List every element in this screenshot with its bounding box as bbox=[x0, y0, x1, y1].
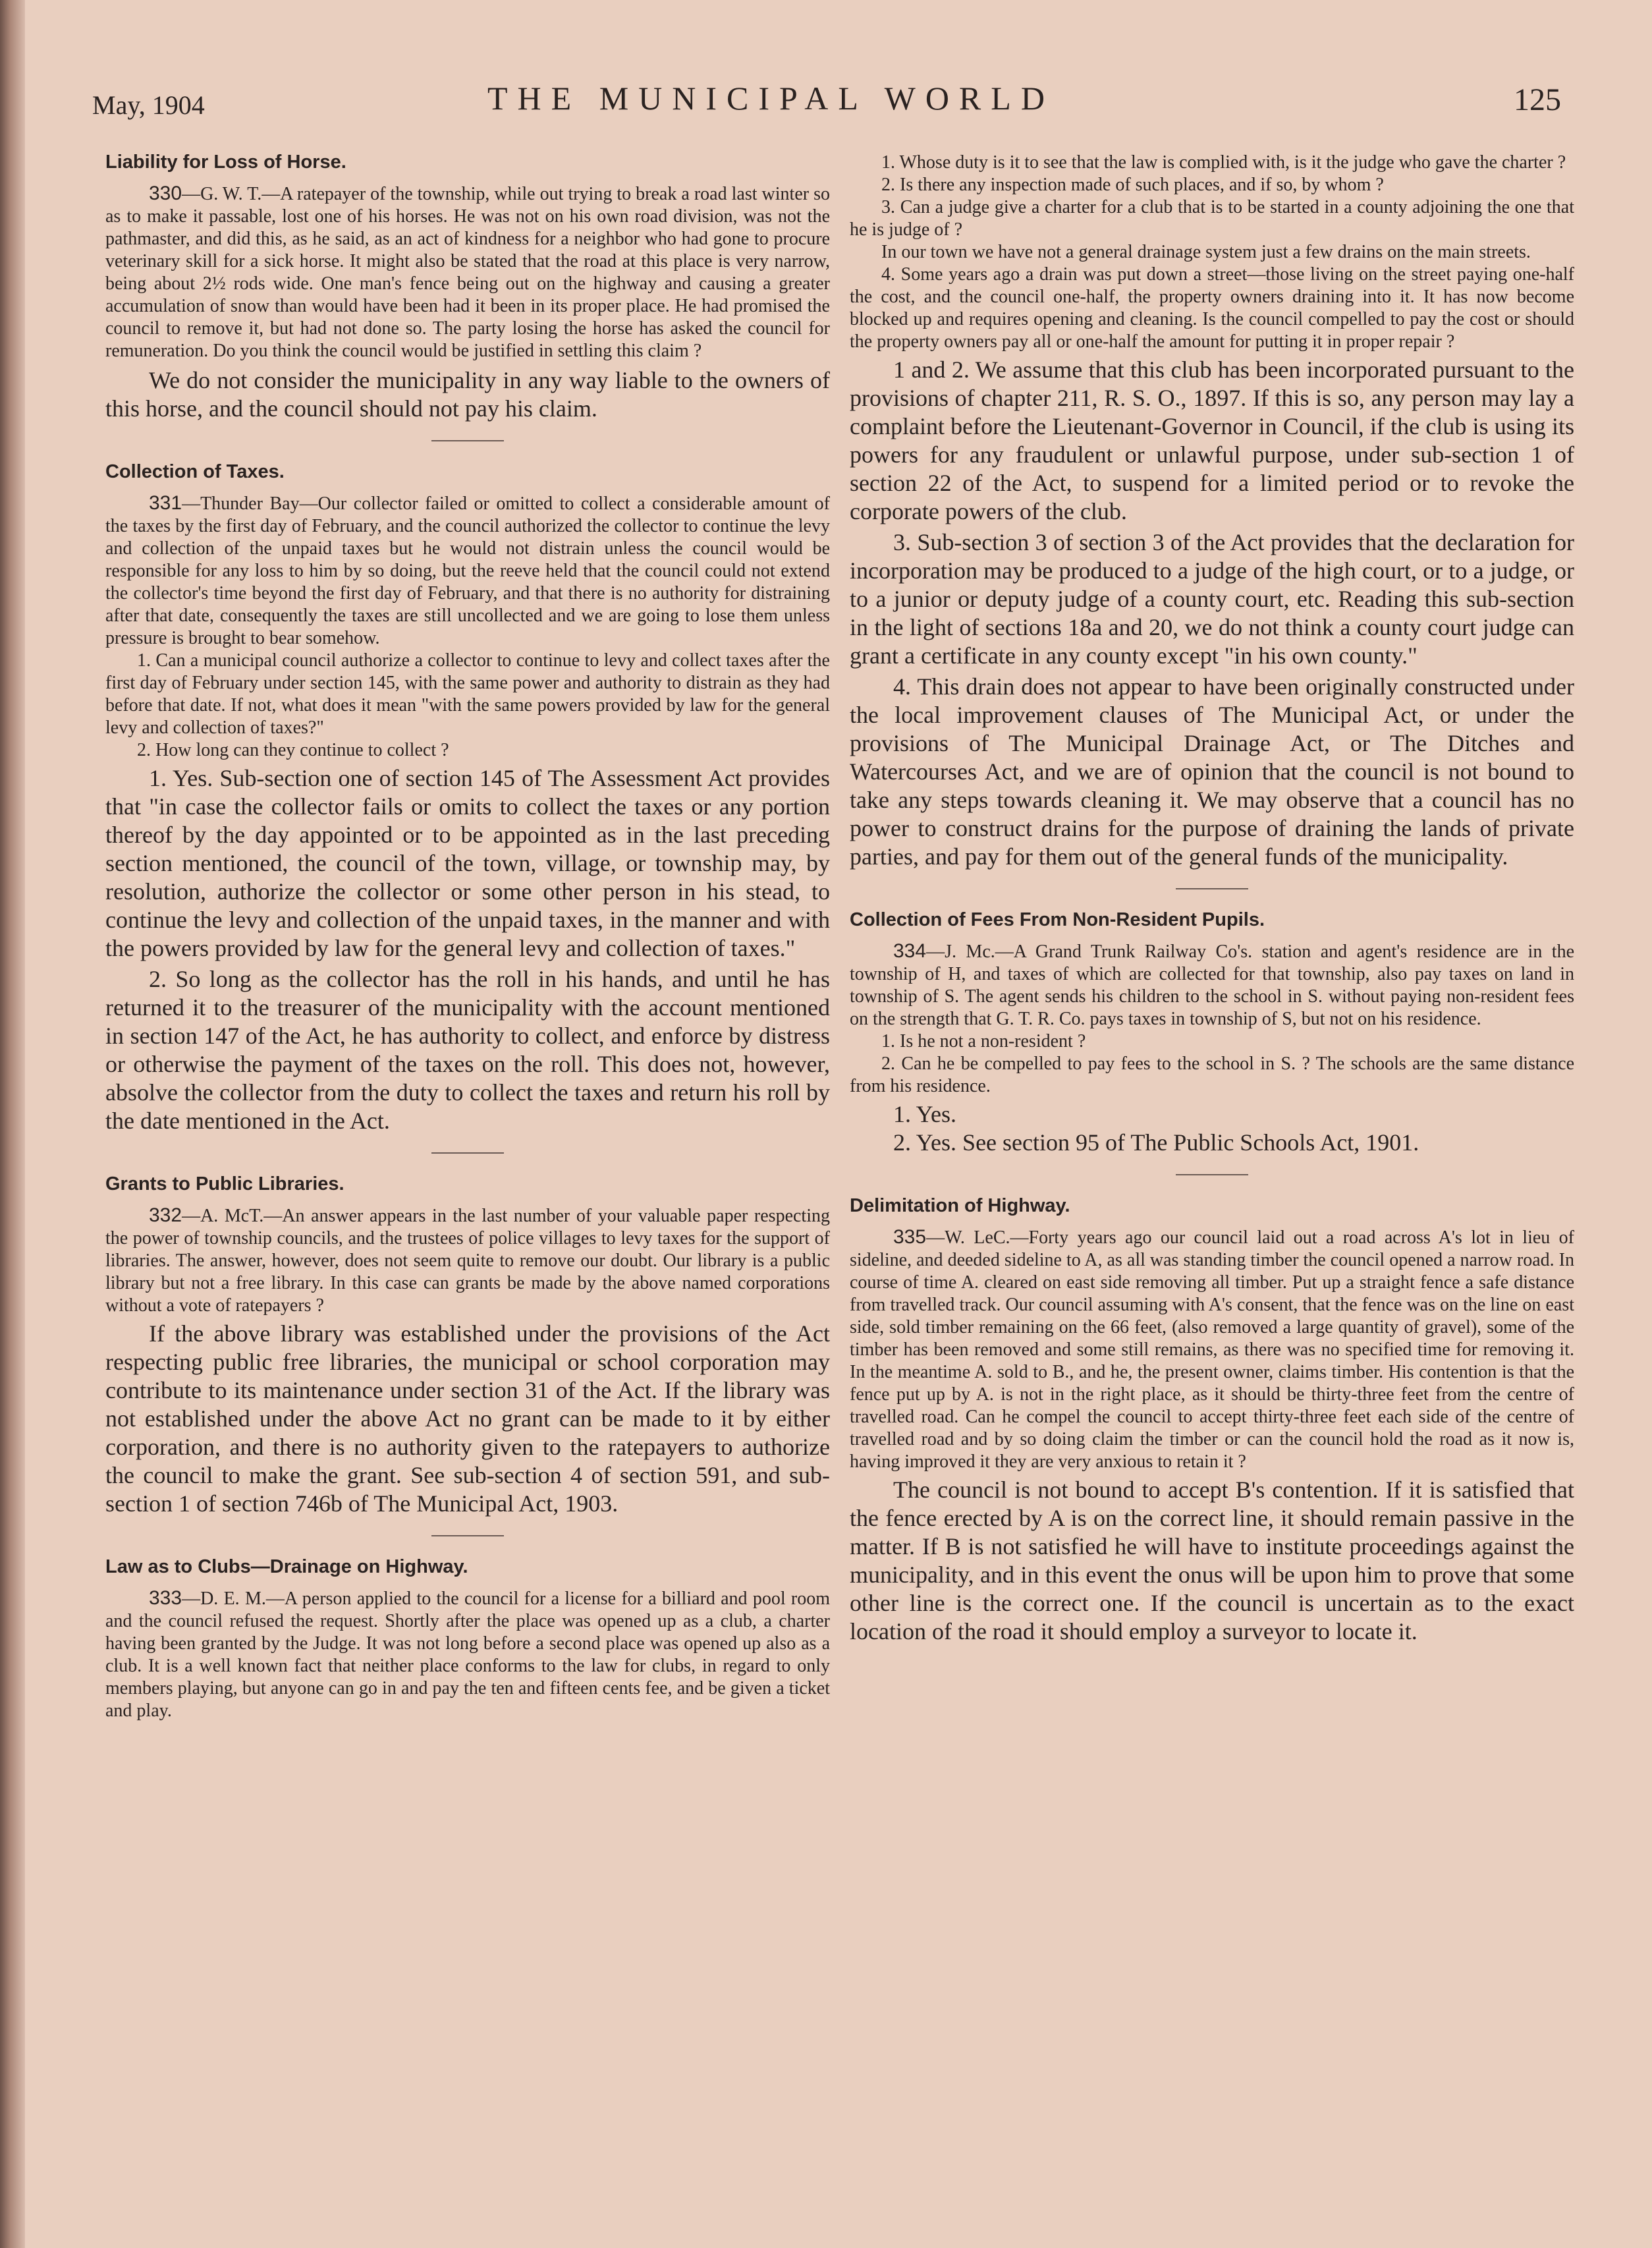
section-heading: Grants to Public Libraries. bbox=[105, 1173, 344, 1194]
section-heading: Law as to Clubs—Drainage on Highway. bbox=[105, 1556, 468, 1577]
question-body: —G. W. T.—A ratepayer of the township, while out trying to break a road last winter so as to make it passable, lost one of his horses. He was not on his own road division, was not the pathmaster, and did this, as he said, as an act of kindness for a neighbor who had gone to procure veterinary skill for a sick horse. It might also be stated that the road at this place is very narrow, being about 2½ rods wide. One man's fence being out on the highway and causing a greater accumulation of snow than would have been had it been in its proper place. He had promised the council to remove it, but had not done so. The party losing the horse has asked the council for remuneration. Do you think the council would be justified in settling this claim ? bbox=[105, 184, 830, 361]
sub-question: 2. Can he be compelled to pay fees to the school in S. ? The schools are the same distance from his residence. bbox=[850, 1054, 1574, 1096]
section-divider bbox=[1176, 888, 1248, 889]
question-body: —W. LeC.—Forty years ago our council laid out a road across A's lot in lieu of sideline, and deeded sideline to A, as all was standing timber the council opened a narrow road. In course of time A. cleared on east side removing all timber. Put up a straight fence a safe distance from travelled track. Our council assuming with A's consent, that the fence was on the line on east side, sold timber remaining on the 66 feet, (also removed a large quantity of gravel), some of the timber has been removed and some still remains, as there was no specified time for removing it. In the meantime A. sold to B., and he, the present owner, claims timber. His contention is that the fence put up by A. is not in the right place, as it should be thirty-three feet from the centre of travelled road. Can he compel the council to accept thirty-three feet each side of the centre of travelled road and by so doing claim the timber or can the council hold the road as it now is, having improved it they are very anxious to retain it ? bbox=[850, 1227, 1574, 1472]
section-divider bbox=[431, 1152, 504, 1154]
sub-question: 2. How long can they continue to collect ? bbox=[137, 740, 449, 760]
sub-question: In our town we have not a general drainage system just a few drains on the main streets. bbox=[881, 242, 1531, 262]
section-heading: Collection of Fees From Non-Resident Pupils. bbox=[850, 909, 1265, 930]
answer-text: 2. Yes. See section 95 of The Public Schools Act, 1901. bbox=[893, 1129, 1419, 1156]
sub-question: 1. Whose duty is it to see that the law is complied with, is it the judge who gave the charter ? bbox=[881, 152, 1566, 173]
question-number: 332 bbox=[149, 1204, 182, 1226]
section-divider bbox=[431, 1535, 504, 1536]
question-number: 333 bbox=[149, 1587, 182, 1609]
question-body: —D. E. M.—A person applied to the council for a license for a billiard and pool room and the council refused the request. Shortly after the place was opened up as a club, a charter having been granted by the Judge. It was not long before a second place was opened up also as a club. It is a well known fact that neither place conforms to the law for clubs, in regard to only members playing, but anyone can go in and pay the ten and fifteen cents fee, and be given a ticket and play. bbox=[105, 1588, 830, 1721]
section-heading: Collection of Taxes. bbox=[105, 461, 285, 482]
page-spine-shadow bbox=[0, 0, 25, 2248]
question-body: —A. McT.—An answer appears in the last number of your valuable paper respecting the power of township councils, and the trustees of police villages to levy taxes for the support of libraries. The answer, however, does not seem quite to remove our doubt. Our library is a public library but not a free library. In this case can grants be made by the above named corporations without a vote of ratepayers ? bbox=[105, 1206, 830, 1316]
answer-text: 4. This drain does not appear to have been originally constructed under the local improvement clauses of The Municipal Act, or under the provisions of The Municipal Drainage Act, or The Ditches and Watercourses Act, and we are of opinion that the council is not bound to take any steps towards cleaning it. We may observe that a council has no power to construct drains for the purpose of draining the lands of private parties, and pay for them out of the general funds of the municipality. bbox=[850, 673, 1574, 870]
question-text bbox=[850, 1226, 1574, 1473]
question-number: 335 bbox=[893, 1226, 927, 1248]
section-heading: Liability for Loss of Horse. bbox=[105, 152, 346, 173]
article-delimitation-highway bbox=[850, 1195, 1574, 1646]
question-text bbox=[105, 1204, 830, 1317]
question-text bbox=[850, 940, 1574, 1030]
answer-text: We do not consider the municipality in any way liable to the owners of this horse, and the council should not pay his claim. bbox=[105, 367, 830, 422]
answer-text: 3. Sub-section 3 of section 3 of the Act provides that the declaration for incorporation may be produced to a judge of the high court, or to a judge, or to a junior or deputy judge of a county court, etc. Reading this sub-section in the light of sections 18a and 20, we do not think a county court judge can grant a certificate in any county except "in his own county." bbox=[850, 529, 1574, 669]
sub-question: 2. Is there any inspection made of such places, and if so, by whom ? bbox=[881, 175, 1384, 195]
section-heading: Delimitation of Highway. bbox=[850, 1195, 1070, 1216]
question-number: 331 bbox=[149, 492, 182, 514]
article-non-resident-fees bbox=[850, 909, 1574, 1157]
question-body: —Thunder Bay—Our collector failed or omitted to collect a considerable amount of the taxes by the first day of February, and the council authorized the collector to continue the levy and collection of the unpaid taxes but he would not distrain unless the council would be responsible for any loss to him by so doing, but the reeve held that the council could not extend the collector's time beyond the first day of February, and that there is no authority for distraining after that date, consequently the taxes are still uncollected and we are going to lose them unless pressure is brought to bear somehow. bbox=[105, 493, 830, 648]
answer-text: 1. Yes. bbox=[893, 1101, 957, 1127]
issue-date: May, 1904 bbox=[92, 90, 205, 120]
answer-text: If the above library was established under the provisions of the Act respecting public free libraries, the municipal or school corporation may contribute to its maintenance under section 31 of the Act. If the library was not established under the above Act no grant can be made to it by either corporation, and there is no authority given to the ratepayers to authorize the council to make the grant. See sub-section 4 of section 591, and sub-section 1 of section 746b of The Municipal Act, 1903. bbox=[105, 1320, 830, 1517]
article-clubs-drainage bbox=[105, 1556, 830, 1722]
section-divider bbox=[431, 440, 504, 441]
right-column bbox=[850, 152, 1574, 1648]
sub-question: 1. Can a municipal council authorize a collector to continue to levy and collect taxes after the first day of February under section 145, with the same power and authority to distrain as they had before that date. If not, what does it mean "with the same powers provided by law for the general levy and collection of taxes?" bbox=[105, 650, 830, 738]
article-liability-horse bbox=[105, 152, 830, 423]
page-number: 125 bbox=[1514, 82, 1561, 117]
sub-question: 4. Some years ago a drain was put down a street—those living on the street paying one-half the cost, and the council one-half, the property owners draining into it. It has now become blocked up and requires opening and cleaning. Is the council compelled to pay the cost or should the property owners pay all or one-half the amount for putting it in proper repair ? bbox=[850, 264, 1574, 352]
question-number: 334 bbox=[893, 940, 927, 962]
left-column bbox=[105, 152, 830, 1725]
question-text bbox=[105, 492, 830, 650]
question-number: 330 bbox=[149, 183, 182, 204]
question-text bbox=[105, 183, 830, 362]
answer-text: The council is not bound to accept B's contention. If it is satisfied that the fence erected by A is on the correct line, it should remain passive in the matter. If B is not satisfied he will have to institute proceedings against the municipality, and in this event the onus will be upon him to prove that some other line is the correct one. If the council is uncertain as to the exact location of the road it should employ a surveyor to locate it. bbox=[850, 1476, 1574, 1644]
article-grants-libraries bbox=[105, 1173, 830, 1518]
article-collection-taxes bbox=[105, 461, 830, 1135]
article-clubs-drainage-continued bbox=[850, 152, 1574, 871]
answer-text: 1. Yes. Sub-section one of section 145 of The Assessment Act provides that "in case the collector fails or omits to collect the taxes or any portion thereof by the day appointed or to be appointed as in the last preceding section mentioned, the council of the town, village, or township may, by resolution, authorize the collector or some other person in his stead, to continue the levy and collection of the unpaid taxes, in the manner and with the powers provided by law for the general levy and collection of taxes." bbox=[105, 765, 830, 961]
section-divider bbox=[1176, 1174, 1248, 1175]
sub-question: 3. Can a judge give a charter for a club that is to be started in a county adjoining the one that he is judge of ? bbox=[850, 197, 1574, 240]
sub-question: 1. Is he not a non-resident ? bbox=[881, 1031, 1086, 1052]
page-header bbox=[92, 72, 1561, 132]
question-text bbox=[105, 1587, 830, 1722]
magazine-page bbox=[92, 72, 1574, 2220]
publication-title: THE MUNICIPAL WORLD bbox=[487, 80, 1055, 117]
answer-text: 1 and 2. We assume that this club has been incorporated pursuant to the provisions of chapter 211, R. S. O., 1897. If this is so, any person may lay a complaint before the Lieutenant-Governor in Council, if the club is using its powers for any fraudulent or unlawful purpose, under sub-section 1 of section 22 of the Act, to suspend for a limited period or to revoke the corporate powers of the club. bbox=[850, 356, 1574, 524]
question-body: —J. Mc.—A Grand Trunk Railway Co's. station and agent's residence are in the township of H, and taxes of which are collected for that township, also pay taxes on land in township of S. The agent sends his children to the school in S. without paying non-resident fees on the strength that G. T. R. Co. pays taxes in township of S, but not on his residence. bbox=[850, 941, 1574, 1029]
answer-text: 2. So long as the collector has the roll in his hands, and until he has returned it to the treasurer of the municipality with the account mentioned in section 147 of the Act, he has authority to collect, and enforce by distress or otherwise the payment of the taxes on the roll. This does not, however, absolve the collector from the duty to collect the taxes and return his roll by the date mentioned in the Act. bbox=[105, 966, 830, 1134]
